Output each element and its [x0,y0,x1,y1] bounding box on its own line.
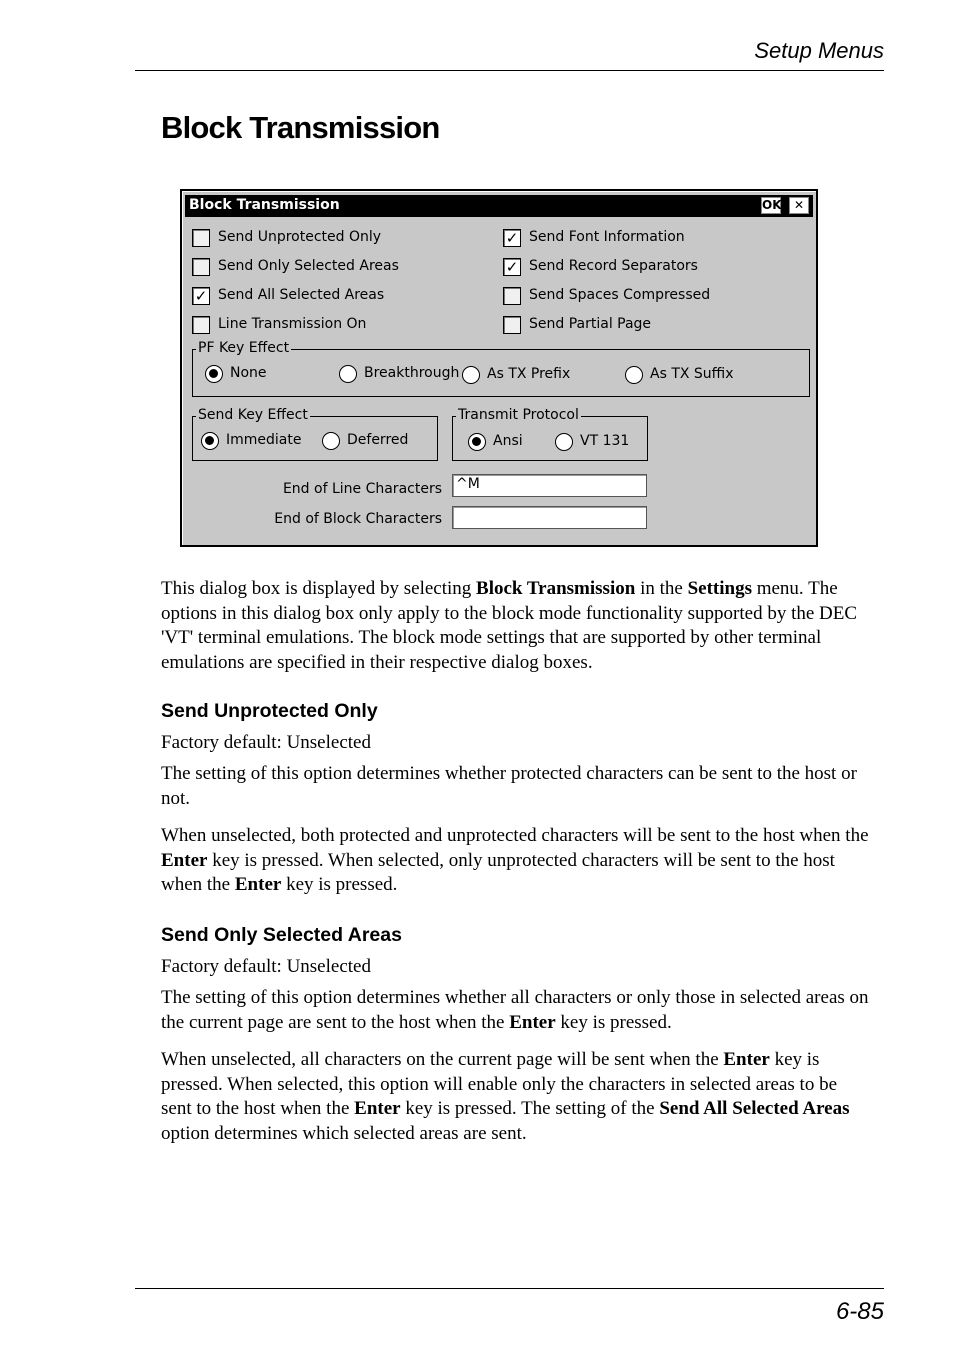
section-heading: Send Unprotected Only [161,700,378,722]
checkmark-icon[interactable]: ✓ [503,229,521,247]
section-paragraph [161,1048,871,1147]
text-run: This dialog box is displayed by selecting [161,578,477,599]
end-of-block-field[interactable] [452,506,647,529]
text-run: The setting of this option determines whether all characters or only those in selected areas on the current page are sent to the host when the [161,987,869,1033]
radio-label: None [230,365,267,381]
section-heading: Send Only Selected Areas [161,924,402,946]
checkbox-box[interactable] [503,287,521,305]
text-run: key is pressed. [281,874,398,896]
group-legend: Send Key Effect [198,407,308,423]
header-rule [135,70,884,71]
page-number: 6-85 [835,1298,884,1325]
group-legend: PF Key Effect [198,340,290,356]
checkbox-box[interactable] [192,316,210,334]
section-paragraph [161,824,871,898]
intro-paragraph [161,577,871,676]
dialog-titlebar [185,195,813,217]
factory-default: Factory default: Unselected [161,956,371,977]
radio-label: Ansi [493,433,523,449]
radio-label: VT 131 [580,433,630,449]
radio-button[interactable] [625,366,643,384]
checkmark-icon[interactable]: ✓ [503,258,521,276]
checkbox-label: Send Partial Page [529,316,652,332]
running-head: Setup Menus [754,38,884,63]
block-transmission-dialog [180,189,818,547]
radio-label: As TX Prefix [487,366,571,382]
end-of-block-label: End of Block Characters [274,511,442,527]
bold-term: Settings [687,578,752,599]
text-run: menu. The options in this dialog box only apply to the block mode functionality supported by the DEC 'VT' terminal emulations. The block mode settings that are supported by other terminal emulations are specified in their respective dialog boxes. [161,578,858,674]
page-title: Block Transmission [161,110,440,145]
checkbox-label: Send Only Selected Areas [218,258,399,274]
checkmark-icon[interactable]: ✓ [192,287,210,305]
checkbox-label: Send Unprotected Only [218,229,382,245]
radio-label: As TX Suffix [650,366,734,382]
send-key-effect-group [192,407,438,461]
ok-button[interactable]: OK [762,198,782,212]
text-run: When unselected, all characters on the current page will be sent when the [161,1049,724,1070]
section-paragraph [161,762,871,811]
checkbox-label: Send Spaces Compressed [529,287,711,303]
footer-rule [135,1288,884,1289]
bold-term: Send All Selected Areas [659,1098,850,1120]
checkbox-label: Send Font Information [529,229,685,245]
close-icon[interactable]: ✕ [789,197,809,214]
section-default [161,955,871,980]
bold-term: Block Transmission [476,578,636,599]
paragraph-text: The setting of this option determines whether protected characters can be sent to the host or not. [161,763,857,809]
pf-key-effect-group [192,340,810,397]
checkbox-box[interactable] [192,258,210,276]
end-of-line-field[interactable]: ^M [452,474,647,497]
bold-term: Enter [509,1011,556,1033]
text-run: When unselected, both protected and unprotected characters will be sent to the host when the [161,825,869,846]
radio-button[interactable] [205,365,223,383]
factory-default: Factory default: Unselected [161,732,371,753]
radio-button[interactable] [322,432,340,450]
checkbox-label: Send All Selected Areas [218,287,385,303]
dialog-title: Block Transmission [189,197,340,213]
text-run: key is pressed. [555,1011,672,1033]
checkbox-label: Send Record Separators [529,258,698,274]
radio-button[interactable] [555,433,573,451]
checkbox-label: Line Transmission On [218,316,367,332]
checkbox-box[interactable] [503,316,521,334]
radio-label: Breakthrough [364,365,460,381]
radio-label: Deferred [347,432,409,448]
bold-term: Enter [723,1049,770,1070]
text-run: key is pressed. The setting of the [400,1098,660,1120]
section-default [161,731,871,756]
radio-button[interactable] [468,433,486,451]
radio-label: Immediate [226,432,302,448]
text-run: key is pressed. When selected, this option will enable only the characters in selected areas to be sent to the host when the [161,1049,838,1120]
text-run: key is pressed. When selected, only unprotected characters will be sent to the host when the [161,849,835,896]
radio-button[interactable] [339,365,357,383]
bold-term: Enter [234,874,282,896]
bold-term: Enter [354,1098,401,1120]
end-of-line-label: End of Line Characters [282,481,442,497]
checkbox-box[interactable] [192,229,210,247]
radio-button[interactable] [462,366,480,384]
transmit-protocol-group [452,407,648,461]
text-run: option determines which selected areas are sent. [161,1123,527,1145]
group-legend: Transmit Protocol [458,407,579,423]
radio-button[interactable] [201,432,219,450]
text-run: in the [635,578,688,599]
bold-term: Enter [161,849,208,871]
section-paragraph [161,986,871,1035]
